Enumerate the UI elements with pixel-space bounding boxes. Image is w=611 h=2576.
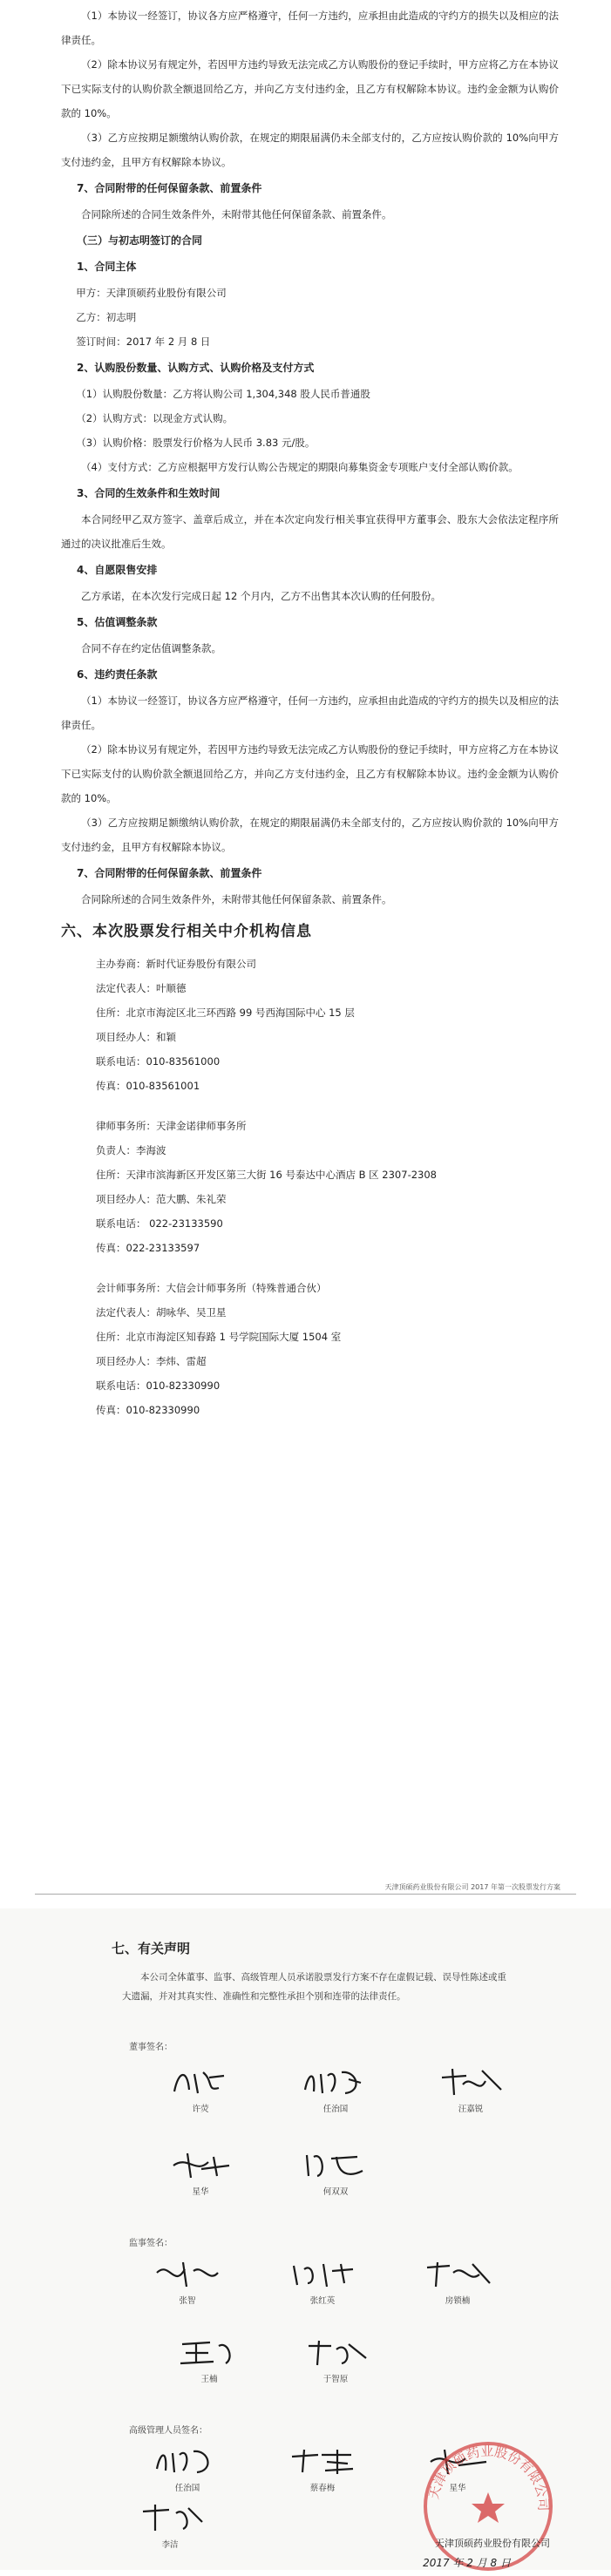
audit-fax: 传真：010-82330990 [96,1404,200,1416]
liability-1: （1）本协议一经签订，协议各方应严格遵守，任何一方违约，应承担由此造成的守约方的损失以及相应的法律责任。 [61,695,559,731]
heading-4: 4、自愿限售安排 [77,564,158,576]
lockup-terms: 乙方承诺，在本次发行完成日起 12 个月内，乙方不出售其本次认购的任何股份。 [81,590,441,602]
broker-block [61,952,559,1098]
supervisors-label: 监事签名： [129,2239,173,2248]
section-6 [0,917,611,1422]
contract-continuation [0,0,611,227]
broker-name: 主办券商：新时代证券股份有限公司 [96,958,256,970]
director-signature: 任治国 [288,2065,384,2114]
audit-pm: 项目经办人：李炜、雷超 [96,1355,207,1367]
section-6-title: 六、本次股票发行相关中介机构信息 [61,923,312,940]
liability-3: （3）乙方应按期足额缴纳认购价款，在规定的期限届满仍未全部支付的，乙方应按认购价款的 10%向甲方支付违约金，且甲方有权解除本协议。 [61,817,559,853]
supervisor-signature: 于智原 [288,2335,384,2384]
heading-3: 3、合同的生效条件和生效时间 [77,487,221,499]
heading-6: 6、违约责任条款 [77,668,158,681]
svg-text:天津顶硕药业股份有限公司: 天津顶硕药业股份有限公司 [425,2443,552,2512]
broker-fax: 传真：010-83561001 [96,1080,200,1092]
director-signature: 许荧 [153,2065,248,2114]
payment-method: （4）支付方式：乙方应根据甲方发行认购公告规定的期限向募集资金专项账户支付全部认购价款。 [81,461,519,473]
directors-label: 董事签名： [129,2043,173,2052]
broker-addr: 住所：北京市海淀区北三环西路 99 号西海国际中心 15 层 [96,1007,355,1019]
heading-1: 1、合同主体 [77,261,137,273]
audit-name: 会计师事务所：大信会计师事务所（特殊普通合伙） [96,1282,327,1294]
subscription-method: （2）认购方式：以现金方式认购。 [76,412,234,424]
party-a: 甲方：天津顶硕药业股份有限公司 [76,287,227,299]
audit-block [61,1276,559,1422]
declaration-body: 本公司全体董事、监事、高级管理人员承诺股票发行方案不存在虚假记载、误导性陈述或重大遗漏，并对其真实性、准确性和完整性承担个别和连带的法律责任。 [122,1972,506,2002]
liability-2: （2）除本协议另有规定外，若因甲方违约导致无法完成乙方认购股份的登记手续时，甲方应将乙方在本协议下已实际支付的认购价款全额退回给乙方，并向乙方支付违约金，且乙方有权解除本协议。违约金金额为认购价款的 10%。 [61,743,559,804]
declaration-title: 七、有关声明 [112,1941,191,1956]
footer-divider [35,1894,576,1895]
heading-7b: 7、合同附带的任何保留条款、前置条件 [77,867,262,879]
clause-2: （2）除本协议另有规定外，若因甲方违约导致无法完成乙方认购股份的登记手续时，甲方应将乙方在本协议下已实际支付的认购价款全额退回给乙方，并向乙方支付违约金，且乙方有权解除本协议。违约金金额为认购价款的 10%。 [61,58,559,119]
supervisor-signature: 房锁楠 [410,2257,506,2306]
subscription-quantity: （1）认购股份数量：乙方将认购公司 1,304,348 股人民币普通股 [76,388,370,400]
officers-label: 高级管理人员签名： [129,2426,207,2436]
contract-3 [0,228,611,912]
sign-time: 签订时间：2017 年 2 月 8 日 [76,336,211,348]
valuation-terms: 合同不存在约定估值调整条款。 [81,642,221,654]
law-head: 负责人：李海波 [96,1144,166,1156]
heading-7: 7、合同附带的任何保留条款、前置条件 [77,182,262,194]
law-addr: 住所：天津市滨海新区开发区第三大街 16 号泰达中心酒店 B 区 2307-2308 [96,1169,437,1181]
broker-pm: 项目经办人：和颖 [96,1031,176,1043]
law-name: 律师事务所：天津金诺律师事务所 [96,1120,247,1132]
page-footer: 天津顶硕药业股份有限公司 2017 年第一次股票发行方案 [384,1883,560,1891]
officer-signature: 任治国 [139,2444,235,2493]
audit-rep: 法定代表人：胡咏华、吴卫星 [96,1306,227,1319]
audit-addr: 住所：北京市海淀区知春路 1 号学院国际大厦 1504 室 [96,1331,342,1343]
clause-7: 合同除所述的合同生效条件外，未附带其他任何保留条款、前置条件。 [81,208,392,220]
officer-signature: 李洁 [122,2501,218,2550]
company-name: 天津顶硕药业股份有限公司 [435,2538,550,2549]
director-signature: 何双双 [288,2148,384,2197]
supervisor-signature: 王楠 [161,2335,257,2384]
party-b: 乙方：初志明 [76,311,137,323]
heading-5: 5、估值调整条款 [77,616,158,628]
subscription-price: （3）认购价格：股票发行价格为人民币 3.83 元/股。 [76,437,316,449]
effective-conditions: 本合同经甲乙双方签字、盖章后成立，并在本次定向发行相关事宜获得甲方董事会、股东大会依法定程序所通过的决议批准后生效。 [61,513,559,550]
law-block [61,1114,559,1260]
director-signature: 汪嘉锐 [423,2065,519,2114]
law-tel: 联系电话： 022-23133590 [96,1217,223,1230]
heading-2: 2、认购股份数量、认购方式、认购价格及支付方式 [77,362,315,374]
law-pm: 项目经办人：范大鹏、朱礼荣 [96,1193,227,1205]
clause-3: （3）乙方应按期足额缴纳认购价款，在规定的期限届满仍未全部支付的，乙方应按认购价款的 10%向甲方支付违约金，且甲方有权解除本协议。 [61,132,559,168]
broker-rep: 法定代表人：叶顺德 [96,982,187,994]
audit-tel: 联系电话：010-82330990 [96,1380,221,1392]
law-fax: 传真：022-23133597 [96,1242,200,1254]
reservation-terms: 合同除所述的合同生效条件外，未附带其他任何保留条款、前置条件。 [81,893,392,905]
clause-1: （1）本协议一经签订，协议各方应严格遵守，任何一方违约，应承担由此造成的守约方的损失以及相应的法律责任。 [61,10,559,46]
officer-signature: 蔡春梅 [275,2444,370,2493]
signing-date: 2017 年 2 月 8 日 [423,2557,511,2569]
supervisor-signature: 张红英 [275,2257,370,2306]
director-signature: 星华 [153,2148,248,2197]
broker-tel: 联系电话：010-83561000 [96,1055,221,1068]
officer-signature: 星华 [410,2444,506,2493]
contract-3-title: （三）与初志明签订的合同 [77,234,203,247]
supervisor-signature: 张智 [139,2257,235,2306]
